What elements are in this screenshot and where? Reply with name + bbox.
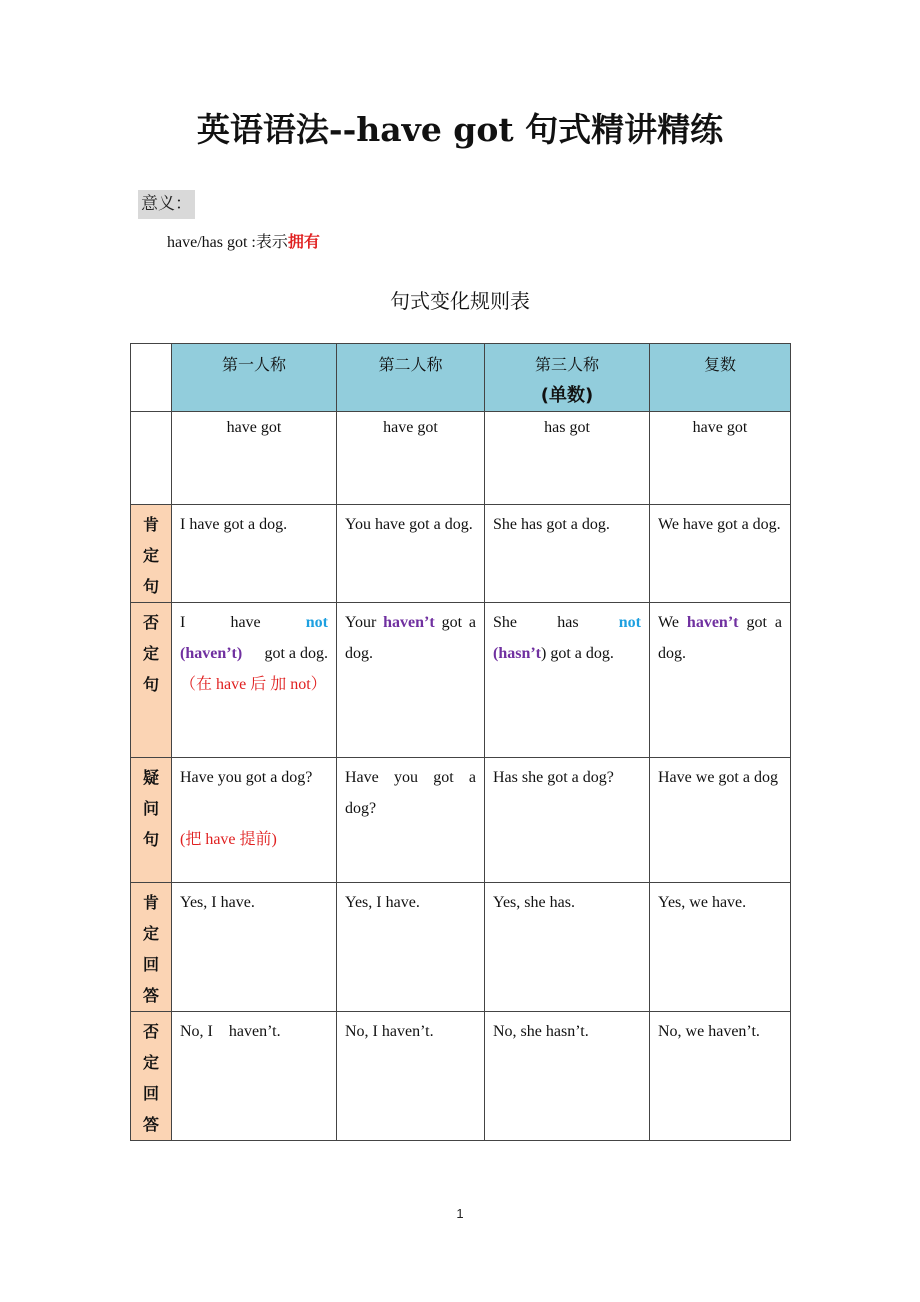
yes-answer-first: Yes, I have. xyxy=(172,883,337,1012)
meaning-text xyxy=(167,229,320,252)
header-third-person: 第三人称 (单数) xyxy=(485,344,650,412)
affirmative-third: She has got a dog. xyxy=(485,505,650,603)
no-answer-label: 否 定 回 答 xyxy=(131,1012,172,1141)
table-title: 句式变化规则表 xyxy=(390,289,530,313)
question-plural: Have we got a dog xyxy=(650,758,791,883)
form-side-cell xyxy=(131,412,172,505)
form-second: have got xyxy=(337,412,485,505)
negative-label: 否 定 句 xyxy=(131,603,172,758)
question-first: Have you got a dog? (把 have 提前) xyxy=(172,758,337,883)
negative-row xyxy=(131,603,791,758)
yes-answer-plural: Yes, we have. xyxy=(650,883,791,1012)
grammar-table xyxy=(130,343,791,1141)
header-plural: 复数 xyxy=(650,344,791,412)
yes-answer-second: Yes, I have. xyxy=(337,883,485,1012)
yes-answer-third: Yes, she has. xyxy=(485,883,650,1012)
form-row xyxy=(131,412,791,505)
negative-plural: We haven’t got a dog. xyxy=(650,603,791,758)
yes-answer-label: 肯 定 回 答 xyxy=(131,883,172,1012)
document-title: 英语语法--have got 句式精讲精练 xyxy=(196,110,724,149)
negative-first-note: （在 have 后 加 not） xyxy=(180,676,327,693)
question-first-note: (把 have 提前) xyxy=(180,831,277,848)
meaning-highlight: 拥有 xyxy=(287,232,320,251)
question-row xyxy=(131,758,791,883)
negative-third: She has not (hasn’t) got a dog. xyxy=(485,603,650,758)
question-second: Have you got a dog? xyxy=(337,758,485,883)
no-answer-plural: No, we haven’t. xyxy=(650,1012,791,1141)
meaning-label: 意义： xyxy=(138,190,195,219)
no-answer-first: No, I haven’t. xyxy=(172,1012,337,1141)
header-second-person: 第二人称 xyxy=(337,344,485,412)
affirmative-second: You have got a dog. xyxy=(337,505,485,603)
no-answer-third: No, she hasn’t. xyxy=(485,1012,650,1141)
negative-second: Your haven’t got a dog. xyxy=(337,603,485,758)
meaning-cn: 表示 xyxy=(255,232,288,251)
form-third: has got xyxy=(485,412,650,505)
affirmative-plural: We have got a dog. xyxy=(650,505,791,603)
form-plural: have got xyxy=(650,412,791,505)
header-first-person: 第一人称 xyxy=(172,344,337,412)
header-third-sub: (单数) xyxy=(540,385,594,406)
affirmative-first: I have got a dog. xyxy=(172,505,337,603)
question-third: Has she got a dog? xyxy=(485,758,650,883)
meaning-prefix: have/has got : xyxy=(167,234,256,251)
no-answer-row xyxy=(131,1012,791,1141)
affirmative-label: 肯 定 句 xyxy=(131,505,172,603)
no-answer-second: No, I haven’t. xyxy=(337,1012,485,1141)
page-number: 1 xyxy=(456,1206,464,1221)
negative-first: I have not (haven’t) got a dog. （在 have 后 加 not） xyxy=(172,603,337,758)
question-label: 疑 问 句 xyxy=(131,758,172,883)
form-first: have got xyxy=(172,412,337,505)
corner-cell xyxy=(131,344,172,412)
yes-answer-row xyxy=(131,883,791,1012)
affirmative-row xyxy=(131,505,791,603)
header-row xyxy=(131,344,791,412)
